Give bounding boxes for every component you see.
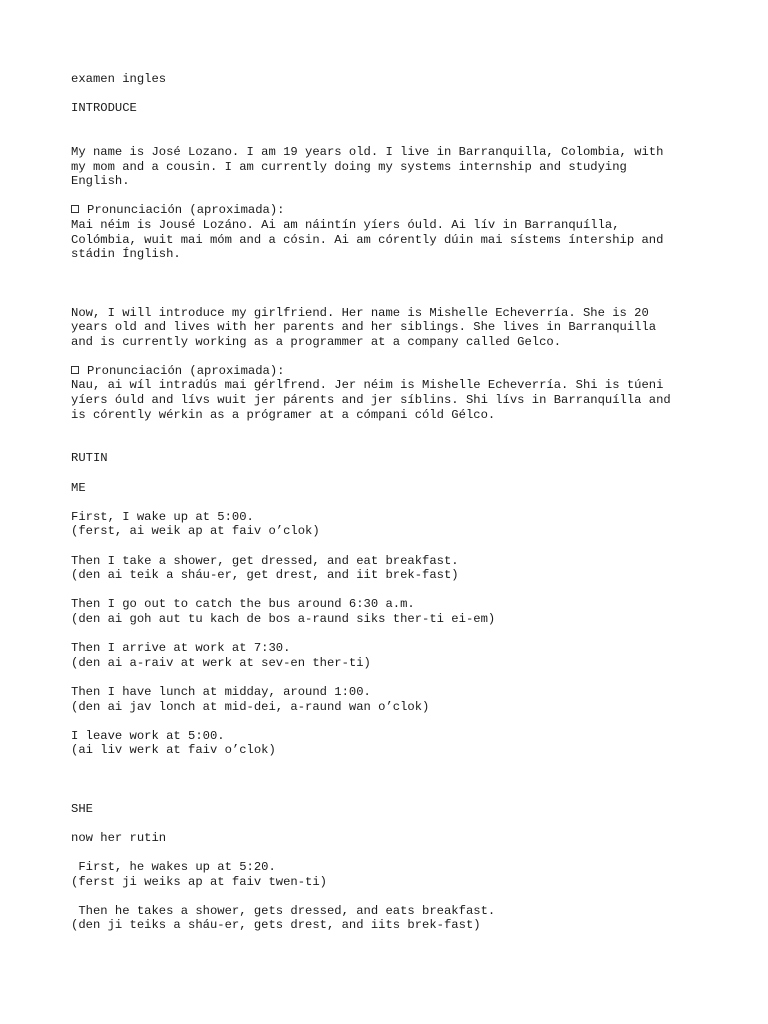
me-routine-step <box>71 554 711 583</box>
document-page <box>71 72 711 933</box>
intro-girlfriend-paragraph <box>71 306 711 350</box>
she-intro: now her rutin <box>71 830 167 845</box>
step-text: First, he wakes up at 5:20. <box>71 860 276 875</box>
step-pronunciation: (den ai teik a sháu-er, get drest, and iit brek-fast) <box>71 568 459 583</box>
me-routine-step <box>71 729 711 758</box>
paragraph-line: years old and lives with her parents and her siblings. She lives in Barranquilla <box>71 320 657 335</box>
step-pronunciation: (ferst, ai weik ap at faiv o’clok) <box>71 524 320 539</box>
paragraph-line: Mai néim is Jousé Lozáno. Ai am náintín yíers óuld. Ai lív in Barranquílla, <box>71 217 620 232</box>
rutin-heading: RUTIN <box>71 451 108 466</box>
paragraph-line: yíers óuld and lívs wuit jer párents and jer síblins. Shi lívs in Barranquílla and <box>71 393 671 408</box>
intro-girlfriend-pronunciation <box>71 364 711 422</box>
she-routine-step <box>71 860 711 889</box>
step-pronunciation: (den ji teiks a sháu-er, gets drest, and iits brek-fast) <box>71 918 481 933</box>
pronunciation-label: Pronunciación (aproximada): <box>71 203 711 218</box>
paragraph-line: my mom and a cousin. I am currently doing my systems internship and studying <box>71 159 627 174</box>
step-text: Then I have lunch at midday, around 1:00. <box>71 684 371 699</box>
introduce-heading: INTRODUCE <box>71 101 137 116</box>
checkbox-bullet-icon <box>71 205 79 213</box>
step-text: Then he takes a shower, gets dressed, and eats breakfast. <box>71 903 496 918</box>
checkbox-bullet-icon <box>71 366 79 374</box>
me-routine-step <box>71 510 711 539</box>
step-pronunciation: (ai liv werk at faiv o’clok) <box>71 743 276 758</box>
paragraph-line: Now, I will introduce my girlfriend. Her name is Mishelle Echeverría. She is 20 <box>71 305 649 320</box>
me-routine-step <box>71 685 711 714</box>
me-label: ME <box>71 480 86 495</box>
step-pronunciation: (den ai goh aut tu kach de bos a-raund siks ther-ti ei-em) <box>71 611 496 626</box>
paragraph-line: My name is José Lozano. I am 19 years old. I live in Barranquilla, Colombia, with <box>71 144 664 159</box>
step-text: First, I wake up at 5:00. <box>71 509 254 524</box>
step-pronunciation: (ferst ji weiks ap at faiv twen-ti) <box>71 874 327 889</box>
paragraph-line: Colómbia, wuit mai móm and a cósin. Ai am córently dúin mai sístems íntership and <box>71 232 664 247</box>
step-pronunciation: (den ai a-raiv at werk at sev-en ther-ti) <box>71 655 371 670</box>
paragraph-line: English. <box>71 174 130 189</box>
paragraph-line: stádin Ínglish. <box>71 247 181 262</box>
step-text: I leave work at 5:00. <box>71 728 225 743</box>
intro-me-pronunciation <box>71 203 711 261</box>
me-routine-step <box>71 597 711 626</box>
me-routine-step <box>71 641 711 670</box>
paragraph-line: Nau, ai wíl intradús mai gérlfrend. Jer néim is Mishelle Echeverría. Shi is túeni <box>71 378 664 393</box>
step-text: Then I take a shower, get dressed, and eat breakfast. <box>71 553 459 568</box>
paragraph-line: is córently wérkin as a prógramer at a cómpani cóld Gélco. <box>71 407 496 422</box>
intro-me-paragraph <box>71 145 711 189</box>
paragraph-line: and is currently working as a programmer at a company called Gelco. <box>71 334 562 349</box>
doc-title: examen ingles <box>71 72 167 86</box>
she-label: SHE <box>71 801 93 816</box>
step-text: Then I go out to catch the bus around 6:30 a.m. <box>71 597 415 612</box>
step-pronunciation: (den ai jav lonch at mid-dei, a-raund wan o’clok) <box>71 699 430 714</box>
pronunciation-label: Pronunciación (aproximada): <box>71 364 711 379</box>
step-text: Then I arrive at work at 7:30. <box>71 641 291 656</box>
she-routine-step <box>71 904 711 933</box>
